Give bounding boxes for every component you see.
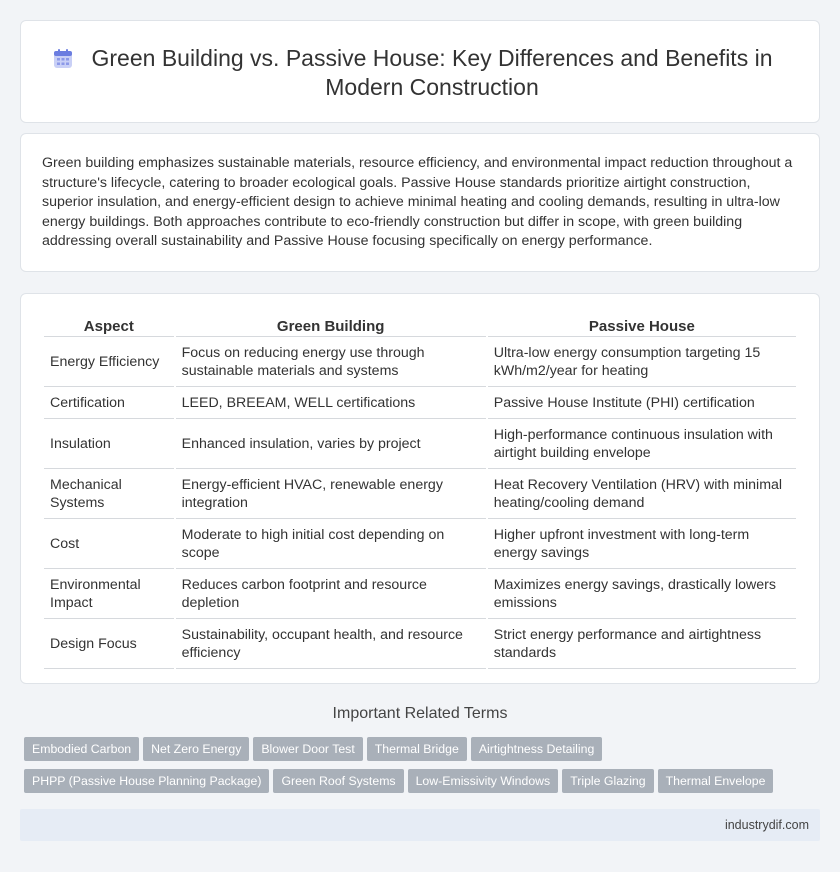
- aspect-cell: Design Focus: [44, 619, 174, 669]
- intro-card: [20, 133, 820, 272]
- related-terms-row-2: [24, 769, 824, 793]
- related-terms-row-1: [24, 737, 824, 761]
- header-aspect: Aspect: [44, 315, 174, 337]
- term-tag[interactable]: Embodied Carbon: [24, 737, 139, 761]
- table-row: [44, 569, 796, 619]
- green-building-cell: Focus on reducing energy use through sustainable materials and systems: [176, 337, 486, 387]
- passive-house-cell: Maximizes energy savings, drastically lowers emissions: [488, 569, 796, 619]
- footer: [20, 809, 820, 841]
- aspect-cell: Cost: [44, 519, 174, 569]
- table-row: [44, 519, 796, 569]
- aspect-cell: Environmental Impact: [44, 569, 174, 619]
- table-row: [44, 469, 796, 519]
- footer-site[interactable]: industrydif.com: [724, 818, 809, 832]
- title-card: [20, 20, 820, 123]
- aspect-cell: Energy Efficiency: [44, 337, 174, 387]
- table-row: [44, 387, 796, 419]
- term-tag[interactable]: PHPP (Passive House Planning Package): [24, 769, 269, 793]
- term-tag[interactable]: Blower Door Test: [253, 737, 362, 761]
- aspect-cell: Insulation: [44, 419, 174, 469]
- passive-house-cell: Strict energy performance and airtightness standards: [488, 619, 796, 669]
- term-tag[interactable]: Thermal Envelope: [658, 769, 774, 793]
- passive-house-cell: Higher upfront investment with long-term energy savings: [488, 519, 796, 569]
- passive-house-cell: High-performance continuous insulation with airtight building envelope: [488, 419, 796, 469]
- passive-house-cell: Ultra-low energy consumption targeting 15 kWh/m2/year for heating: [488, 337, 796, 387]
- term-tag[interactable]: Low-Emissivity Windows: [408, 769, 559, 793]
- table-row: [44, 619, 796, 669]
- table-header-row: [44, 315, 796, 337]
- table-row: [44, 419, 796, 469]
- page-title: Green Building vs. Passive House: Key Differences and Benefits in Modern Construction: [91, 45, 773, 100]
- green-building-cell: Moderate to high initial cost depending on scope: [176, 519, 486, 569]
- term-tag[interactable]: Thermal Bridge: [367, 737, 467, 761]
- aspect-cell: Certification: [44, 387, 174, 419]
- green-building-cell: LEED, BREEAM, WELL certifications: [176, 387, 486, 419]
- comparison-table: [42, 315, 798, 669]
- header-green-building: Green Building: [176, 315, 486, 337]
- header-passive-house: Passive House: [488, 315, 796, 337]
- passive-house-cell: Heat Recovery Ventilation (HRV) with minimal heating/cooling demand: [488, 469, 796, 519]
- green-building-cell: Enhanced insulation, varies by project: [176, 419, 486, 469]
- term-tag[interactable]: Net Zero Energy: [143, 737, 249, 761]
- comparison-card: [20, 293, 820, 684]
- green-building-cell: Reduces carbon footprint and resource depletion: [176, 569, 486, 619]
- table-row: [44, 337, 796, 387]
- term-tag[interactable]: Airtightness Detailing: [471, 737, 603, 761]
- green-building-cell: Energy-efficient HVAC, renewable energy integration: [176, 469, 486, 519]
- green-building-cell: Sustainability, occupant health, and resource efficiency: [176, 619, 486, 669]
- passive-house-cell: Passive House Institute (PHI) certification: [488, 387, 796, 419]
- term-tag[interactable]: Triple Glazing: [562, 769, 653, 793]
- intro-paragraph: Green building emphasizes sustainable materials, resource efficiency, and environmental impact reduction throughout a structure's lifecycle, catering to broader ecological goals. Passive House standards prioritize airtight construction, superior insulation, and energy-efficient design to achieve minimal heating and cooling demands, resulting in ultra-low energy buildings. Both approaches contribute to eco-friendly construction but differ in scope, with green building addressing overall sustainability and Passive House focusing specifically on energy performance.: [42, 155, 793, 250]
- aspect-cell: Mechanical Systems: [44, 469, 174, 519]
- related-terms-heading: Important Related Terms: [332, 705, 508, 722]
- term-tag[interactable]: Green Roof Systems: [273, 769, 403, 793]
